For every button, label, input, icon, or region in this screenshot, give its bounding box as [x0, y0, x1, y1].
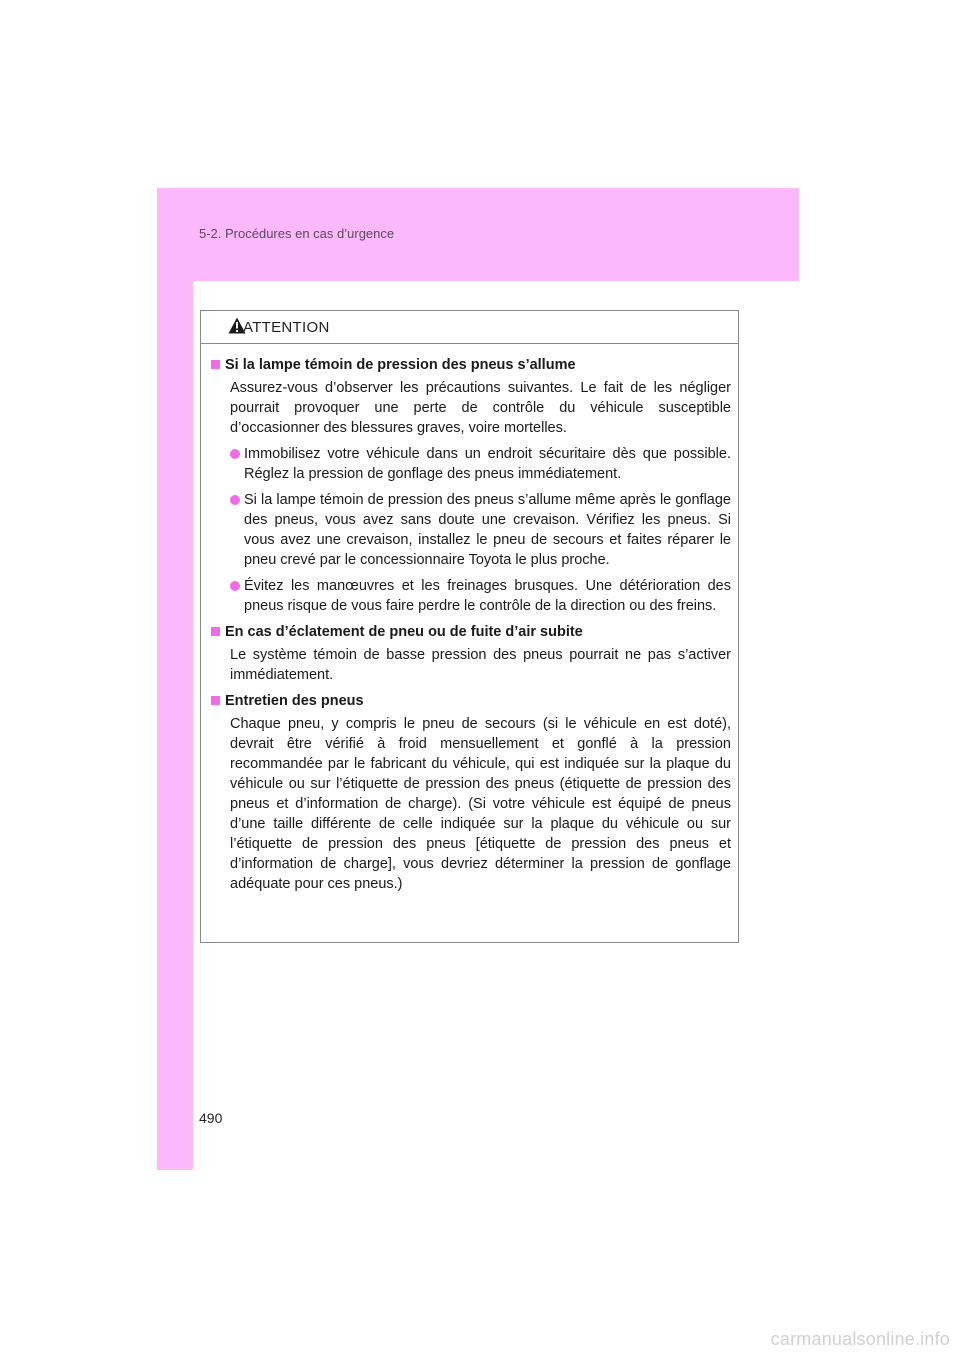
section-heading [211, 691, 731, 711]
list-item [230, 490, 731, 570]
warning-title: ATTENTION [243, 319, 330, 336]
watermark: carmanualsonline.info [770, 1329, 950, 1349]
section-heading [211, 355, 731, 375]
heading-text: Si la lampe témoin de pression des pneus s’allume [225, 357, 576, 373]
section-paragraph: Assurez-vous d’observer les précautions suivantes. Le fait de les négliger pourrait provoquer une perte de contrôle du véhicule susceptible d’occasionner des blessures graves, voire mortelles. [230, 380, 731, 436]
list-item-text: Immobilisez votre véhicule dans un endroit sécuritaire dès que possible. Réglez la pression de gonflage des pneus immédiatement. [244, 446, 731, 482]
warning-header [201, 311, 738, 344]
list-item [230, 444, 731, 484]
section-paragraph: Chaque pneu, y compris le pneu de secours (si le véhicule en est doté), devrait être vérifié à froid mensuellement et gonflé à la pression recommandée par le fabricant du véhicule, qui est indiquée sur la plaque du véhicule ou sur l’étiquette de pression des pneus (étiquette de pression des pneus et d’information de charge). (Si votre véhicule est équipé de pneus d’une taille différente de celle indiquée sur la plaque du véhicule ou sur l’étiquette de pression des pneus [étiquette de pression des pneus et d’information de charge], vous devriez déterminer la pression de gonflage adéquate pour ces pneus.) [230, 716, 731, 892]
circle-bullet-icon [230, 495, 240, 505]
page-number: 490 [199, 1110, 223, 1126]
circle-bullet-icon [230, 449, 240, 459]
warning-body [201, 344, 738, 894]
warning-box [200, 310, 739, 943]
section-title: 5-2. Procédures en cas d’urgence [199, 226, 395, 241]
circle-bullet-icon [230, 581, 240, 591]
list-item-text: Si la lampe témoin de pression des pneus s’allume même après le gonflage des pneus, vous avez sans doute une crevaison. Vérifiez les pneus. Si vous avez une crevaison, installez le pneu de secours et faites réparer le pneu crevé par le concessionnaire Toyota le plus proche. [244, 492, 731, 568]
heading-text: En cas d’éclatement de pneu ou de fuite d’air subite [225, 624, 583, 640]
list-item [230, 576, 731, 616]
section-paragraph: Le système témoin de basse pression des pneus pourrait ne pas s’activer immédiatement. [230, 647, 731, 683]
section-heading [211, 622, 731, 642]
square-bullet-icon [211, 627, 220, 636]
side-tab-strip [157, 188, 193, 1170]
square-bullet-icon [211, 360, 220, 369]
heading-text: Entretien des pneus [225, 693, 364, 709]
square-bullet-icon [211, 696, 220, 705]
list-item-text: Évitez les manœuvres et les freinages brusques. Une détérioration des pneus risque de vous faire perdre le contrôle de la direction ou des freins. [244, 578, 731, 614]
